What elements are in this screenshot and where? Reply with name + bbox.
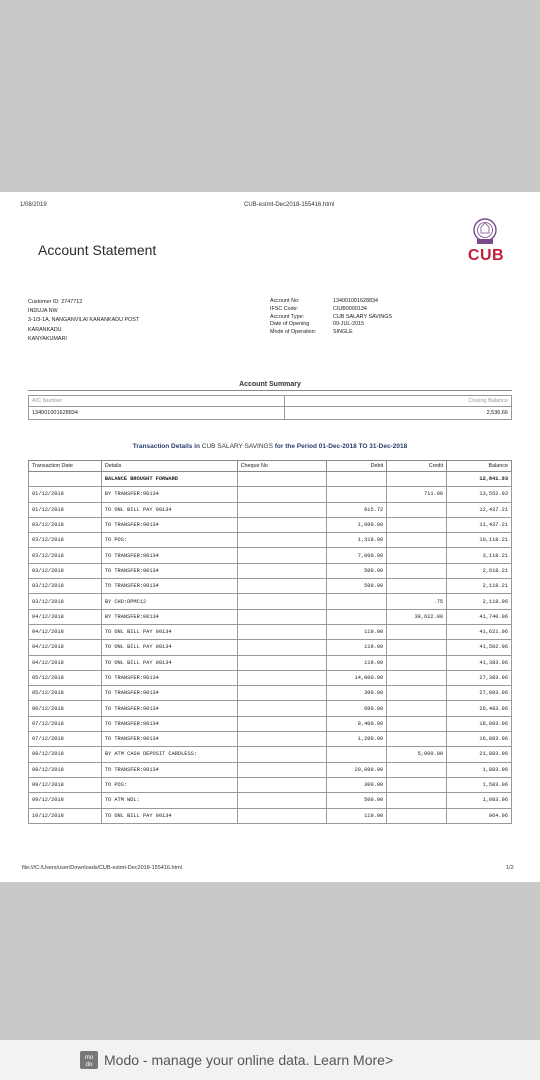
cell-date: 01/12/2018 — [29, 487, 102, 502]
cell-date: 03/12/2018 — [29, 563, 102, 578]
cell-date: 04/12/2018 — [29, 655, 102, 670]
customer-address-line2: KARANKADU — [28, 326, 62, 333]
cell-debit: 1,200.00 — [327, 732, 387, 747]
cell-credit — [387, 670, 447, 685]
cell-credit — [387, 548, 447, 563]
cell-debit — [327, 609, 387, 624]
account-summary-table — [28, 395, 512, 420]
cell-credit — [387, 579, 447, 594]
cell-balance: 2,118.21 — [447, 579, 512, 594]
table-row — [29, 670, 512, 685]
cell-credit — [387, 701, 447, 716]
cell-balance: 11,437.21 — [447, 517, 512, 532]
cell-debit — [327, 594, 387, 609]
account-value: CIUB0000134 — [333, 305, 367, 312]
cell-date: 09/12/2018 — [29, 793, 102, 808]
cell-credit — [387, 655, 447, 670]
cell-balance: 12,841.93 — [447, 472, 512, 487]
summary-closing-balance: 2,536.66 — [285, 407, 512, 420]
cell-date: 05/12/2018 — [29, 670, 102, 685]
print-date: 1/08/2019 — [20, 202, 47, 208]
cell-details: TO ATM WDL: — [101, 793, 237, 808]
cell-balance: 18,083.96 — [447, 716, 512, 731]
cell-details: TO ONL BILL PAY 00134 — [101, 624, 237, 639]
statement-page — [0, 192, 540, 882]
table-row — [29, 609, 512, 624]
account-value: 09-JUL-2015 — [333, 321, 365, 328]
cell-date: 07/12/2018 — [29, 732, 102, 747]
table-row — [29, 594, 512, 609]
cell-balance: 10,118.21 — [447, 533, 512, 548]
cell-debit: 119.00 — [327, 655, 387, 670]
table-row — [29, 762, 512, 777]
cell-credit — [387, 808, 447, 823]
cell-balance: 27,083.96 — [447, 686, 512, 701]
account-label: IFSC Code: — [270, 305, 299, 312]
cell-details: TO TRANSFER:00134 — [101, 716, 237, 731]
table-row — [29, 747, 512, 762]
summary-ac-header: A/C Number — [29, 396, 285, 407]
cell-balance: 2,118.96 — [447, 594, 512, 609]
cell-date: 03/12/2018 — [29, 579, 102, 594]
table-row — [29, 732, 512, 747]
cell-cheque — [237, 670, 327, 685]
transaction-table — [28, 460, 512, 824]
cell-details: TO TRANSFER:00134 — [101, 670, 237, 685]
cell-cheque — [237, 517, 327, 532]
cell-cheque — [237, 533, 327, 548]
table-header-row — [29, 461, 512, 472]
cell-credit — [387, 472, 447, 487]
cell-cheque — [237, 701, 327, 716]
cell-debit — [327, 472, 387, 487]
cell-debit: 8,400.00 — [327, 716, 387, 731]
account-row — [270, 306, 392, 314]
cell-credit: 39,622.00 — [387, 609, 447, 624]
cell-details: TO TRANSFER:00134 — [101, 563, 237, 578]
cell-details: TO TRANSFER:00134 — [101, 517, 237, 532]
modo-banner[interactable] — [0, 1040, 540, 1080]
cell-cheque — [237, 472, 327, 487]
cell-debit: 20,000.00 — [327, 762, 387, 777]
cell-balance: 1,883.96 — [447, 762, 512, 777]
cell-date: 04/12/2018 — [29, 640, 102, 655]
cell-cheque — [237, 762, 327, 777]
cell-debit: 500.00 — [327, 793, 387, 808]
col-header-balance: Balance — [447, 461, 512, 472]
cell-debit: 300.00 — [327, 777, 387, 792]
svg-text:mo: mo — [84, 1055, 94, 1061]
account-value: 134001001628834 — [333, 298, 378, 304]
cell-credit — [387, 533, 447, 548]
cell-details: BY TRANSFER:00134 — [101, 487, 237, 502]
cell-credit — [387, 624, 447, 639]
cell-details: TO ONL BILL PAY 00134 — [101, 640, 237, 655]
cell-details: TO TRANSFER:00134 — [101, 686, 237, 701]
account-row — [270, 298, 392, 306]
cell-debit: 915.72 — [327, 502, 387, 517]
cell-date: 03/12/2018 — [29, 548, 102, 563]
cell-date: 04/12/2018 — [29, 624, 102, 639]
cell-debit: 600.00 — [327, 701, 387, 716]
cell-balance: 12,437.21 — [447, 502, 512, 517]
top-blank-area — [0, 0, 540, 192]
cell-date: 09/12/2018 — [29, 777, 102, 792]
cell-credit — [387, 563, 447, 578]
table-row — [29, 701, 512, 716]
account-label: Account No: — [270, 298, 300, 304]
cell-debit: 14,000.00 — [327, 670, 387, 685]
cell-balance: 21,883.96 — [447, 747, 512, 762]
col-header-details: Details — [101, 461, 237, 472]
cell-debit: 119.00 — [327, 640, 387, 655]
cell-details: TO TRANSFER:00134 — [101, 732, 237, 747]
cell-cheque — [237, 624, 327, 639]
cell-details: TO TRANSFER:00134 — [101, 762, 237, 777]
table-row — [29, 808, 512, 823]
cell-debit: 1,319.00 — [327, 533, 387, 548]
account-row — [270, 314, 392, 322]
cell-details: TO POS: — [101, 533, 237, 548]
account-summary-title: Account Summary — [28, 381, 512, 391]
cell-debit: 119.00 — [327, 624, 387, 639]
cell-credit — [387, 640, 447, 655]
table-row — [29, 777, 512, 792]
cell-cheque — [237, 594, 327, 609]
cell-balance: 41,621.96 — [447, 624, 512, 639]
table-row — [29, 487, 512, 502]
cell-balance: 41,740.96 — [447, 609, 512, 624]
cell-date: 01/12/2018 — [29, 502, 102, 517]
cell-credit — [387, 686, 447, 701]
cell-cheque — [237, 793, 327, 808]
cell-cheque — [237, 686, 327, 701]
table-row — [29, 502, 512, 517]
cell-date: 03/12/2018 — [29, 517, 102, 532]
cell-cheque — [237, 548, 327, 563]
cell-details: BY CHD:DPMC12 — [101, 594, 237, 609]
col-header-debit: Debit — [327, 461, 387, 472]
cell-debit: 1,000.00 — [327, 517, 387, 532]
cell-balance: 2,618.21 — [447, 563, 512, 578]
cell-debit: 300.00 — [327, 686, 387, 701]
cell-details: TO ONL BILL PAY 00134 — [101, 502, 237, 517]
account-row — [270, 329, 392, 337]
cell-balance: 26,483.96 — [447, 701, 512, 716]
account-label: Date of Opening — [270, 321, 310, 328]
cell-credit: 711.00 — [387, 487, 447, 502]
cell-credit — [387, 517, 447, 532]
table-row — [29, 624, 512, 639]
cell-date: 06/12/2018 — [29, 701, 102, 716]
footer-file-path: file:///C:/Users/user/Downloads/CUB-estmt-Dec2018-155416.html — [22, 865, 182, 871]
cell-date: 05/12/2018 — [29, 686, 102, 701]
balance-brought-forward-row — [29, 472, 512, 487]
table-row — [29, 716, 512, 731]
cell-date — [29, 472, 102, 487]
account-label: Mode of Operation: — [270, 329, 317, 336]
cell-cheque — [237, 655, 327, 670]
account-value: CUB SALARY SAVINGS — [333, 313, 393, 320]
col-header-credit: Credit — [387, 461, 447, 472]
cell-date: 07/12/2018 — [29, 716, 102, 731]
cell-details: TO ONL BILL PAY 00134 — [101, 655, 237, 670]
cell-debit — [327, 487, 387, 502]
account-label: Account Type: — [270, 313, 305, 320]
table-row — [29, 793, 512, 808]
cell-details: BY TRANSFER:00134 — [101, 609, 237, 624]
cell-details: TO TRANSFER:00134 — [101, 701, 237, 716]
cell-credit — [387, 793, 447, 808]
table-row — [29, 533, 512, 548]
page-title: Account Statement — [38, 242, 157, 258]
logo-text: CUB — [467, 247, 505, 264]
account-row — [270, 321, 392, 329]
cell-date: 08/12/2018 — [29, 762, 102, 777]
table-row — [29, 655, 512, 670]
table-row — [29, 563, 512, 578]
cell-balance: 3,118.21 — [447, 548, 512, 563]
cell-date: 10/12/2018 — [29, 808, 102, 823]
cell-debit: 7,000.00 — [327, 548, 387, 563]
modo-logo-icon — [80, 1051, 98, 1069]
cell-cheque — [237, 732, 327, 747]
cell-date: 03/12/2018 — [29, 594, 102, 609]
txn-title-prefix: Transaction Details in — [132, 443, 200, 450]
customer-name: INDUJA NW — [28, 308, 58, 315]
cell-debit: 500.00 — [327, 579, 387, 594]
cell-cheque — [237, 640, 327, 655]
txn-title-suffix: for the Period 01-Dec-2018 TO 31-Dec-2018 — [274, 443, 408, 450]
cell-credit — [387, 762, 447, 777]
transaction-rows — [29, 472, 512, 824]
summary-ac-number: 134001001628834 — [29, 407, 285, 420]
cell-cheque — [237, 808, 327, 823]
customer-id: Customer ID: 2747712 — [28, 299, 83, 305]
cell-date: 03/12/2018 — [29, 533, 102, 548]
cell-details: BALANCE BROUGHT FORWARD — [101, 472, 237, 487]
cell-credit — [387, 716, 447, 731]
cell-cheque — [237, 609, 327, 624]
cell-debit — [327, 747, 387, 762]
cell-debit: 500.00 — [327, 563, 387, 578]
cell-balance: 964.96 — [447, 808, 512, 823]
transaction-details-title — [0, 443, 540, 450]
table-row — [29, 579, 512, 594]
cell-details: BY ATM CASH DEPOSIT CARDLESS: — [101, 747, 237, 762]
cell-details: TO TRANSFER:00134 — [101, 579, 237, 594]
cell-balance: 27,383.96 — [447, 670, 512, 685]
table-row — [29, 686, 512, 701]
customer-info — [28, 298, 139, 344]
customer-address-line1: 3-1/3-1A, NANGANVILAI KARANKADU POST — [28, 317, 140, 324]
col-header-cheque: Cheque No — [237, 461, 327, 472]
modo-banner-text[interactable]: Modo - manage your online data. Learn More> — [104, 1052, 394, 1068]
cell-balance: 16,883.96 — [447, 732, 512, 747]
cell-details: TO TRANSFER:00134 — [101, 548, 237, 563]
cell-details: TO ONL BILL PAY 00134 — [101, 808, 237, 823]
cell-balance: 41,502.96 — [447, 640, 512, 655]
account-info — [270, 298, 392, 337]
cell-cheque — [237, 579, 327, 594]
cell-date: 04/12/2018 — [29, 609, 102, 624]
cell-credit: .75 — [387, 594, 447, 609]
emblem-icon — [467, 217, 503, 247]
cell-balance: 41,383.96 — [447, 655, 512, 670]
txn-title-account-type: CUB SALARY SAVINGS — [201, 443, 273, 450]
cell-balance: 1,083.96 — [447, 793, 512, 808]
table-row — [29, 548, 512, 563]
cell-debit: 119.00 — [327, 808, 387, 823]
cell-credit — [387, 502, 447, 517]
cell-date: 08/12/2018 — [29, 747, 102, 762]
cell-cheque — [237, 716, 327, 731]
cell-balance: 1,583.96 — [447, 777, 512, 792]
account-value: SINGLE — [333, 329, 353, 336]
cell-cheque — [237, 563, 327, 578]
footer-page-number: 1/2 — [506, 865, 514, 871]
bank-logo — [456, 217, 516, 269]
cell-credit: 5,000.00 — [387, 747, 447, 762]
cell-balance: 13,552.93 — [447, 487, 512, 502]
summary-closing-header: Closing Balance — [285, 396, 512, 407]
cell-cheque — [237, 777, 327, 792]
cell-credit — [387, 732, 447, 747]
cell-details: TO POS: — [101, 777, 237, 792]
svg-text:do: do — [85, 1062, 93, 1068]
table-row — [29, 640, 512, 655]
customer-address-line3: KANYAKUMARI — [28, 335, 67, 342]
cell-cheque — [237, 487, 327, 502]
cell-cheque — [237, 502, 327, 517]
cell-cheque — [237, 747, 327, 762]
print-file-title: CUB-estmt-Dec2018-155416.html — [244, 202, 335, 208]
table-row — [29, 517, 512, 532]
cell-credit — [387, 777, 447, 792]
col-header-date: Transaction Date — [29, 461, 102, 472]
